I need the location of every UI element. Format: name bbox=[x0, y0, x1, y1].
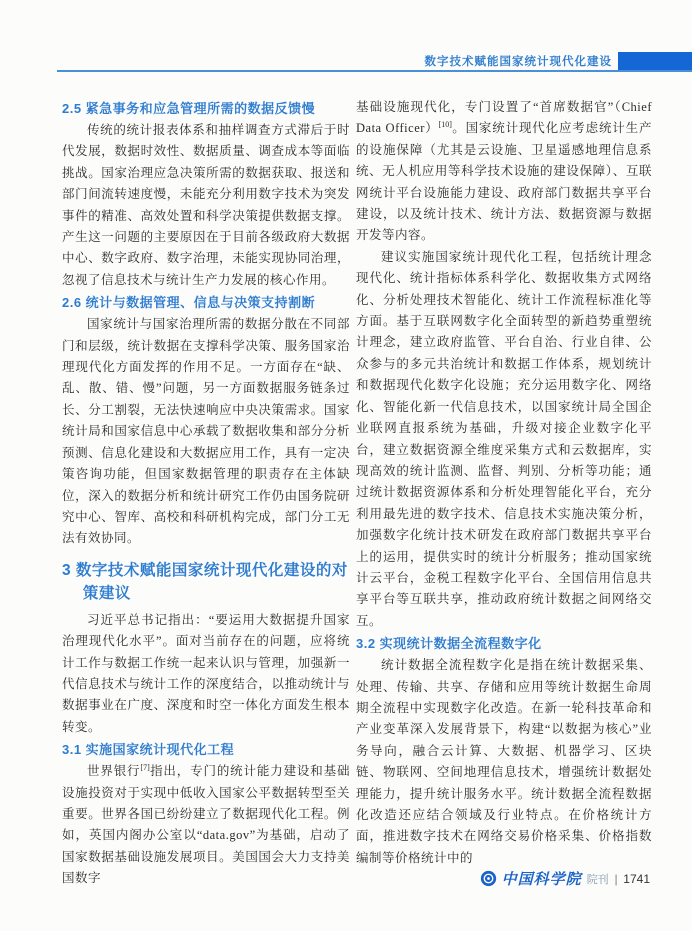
heading-3: 3 数字技术赋能国家统计现代化建设的对策建议 bbox=[62, 561, 348, 602]
cas-brand-wordmark: 中国科学院 bbox=[501, 872, 582, 888]
heading-3-2: 3.2 实现统计数据全流程数字化 bbox=[356, 636, 542, 652]
journal-label: 院刊 bbox=[586, 873, 609, 886]
cas-logo-icon bbox=[480, 870, 497, 887]
paragraph-3-1-suggestion: 建议实施国家统计现代化工程，包括统计理念现代化、统计指标体系科学化、数据收集方式网络化、分析处理技术智能化、统计工作流程标准化等方面。基于互联网数字化全面转型的新趋势重塑统计理念，建立政府监管、平台自治、行业自律、公众参与的多元共治统计和数据工作体系，规划统计和数据现代化数字化设施；充分运用数字化、网络化、智能化新一代信息技术，以国家统计局全国企业联网直报系统为基础，升级对接企业数字化平台，建立数据资源全维度采集方式和云数据库，实现高效的统计监测、监督、判别、分析等功能；通过统计数据资源体系和分析处理智能化平台，充分利用最先进的数字技术、信息技术实施决策分析，加强数字化统计技术研发在政府部门数据共享平台上的运用，提供实时的统计分析服务；推动国家统计云平台，金税工程数字化平台、全国信用信息共享平台等互联共享，推动政府统计数据之间网络交互。 bbox=[356, 249, 652, 628]
footer-divider: | bbox=[614, 870, 618, 886]
paragraph-3-1 bbox=[62, 761, 350, 889]
column-left bbox=[62, 97, 350, 890]
paragraph-3-1-text: 世界银行 bbox=[87, 764, 141, 779]
page-footer bbox=[480, 868, 650, 889]
page-number: 1741 bbox=[623, 871, 650, 886]
heading-3-1: 3.1 实施国家统计现代化工程 bbox=[62, 742, 235, 758]
header-accent-bar bbox=[618, 52, 692, 71]
paragraph-2-6: 国家统计与国家治理所需的数据分散在不同部门和层级，统计数据在支撑科学决策、服务国家治理现代化方面发挥的作用不足。一方面存在“缺、乱、散、错、慢”问题，另一方面数据服务链条过长、分工割裂，无法快速响应中央决策需求。国家统计局和国家信息中心承载了数据收集和部分分析预测、信息化建设和大数据应用工作，具有一定决策咨询功能，但国家数据管理的职责存在主体缺位，深入的数据分析和统计研究工作仍由国务院研究中心、智库、高校和科研机构完成，部门分工无法有效协同。 bbox=[62, 317, 350, 546]
paragraph-3-1-continuation bbox=[356, 97, 652, 247]
paragraph-3-1b-text: 基础设施现代化，专门设置了“首席数据官”（Chief Data Officer） bbox=[356, 100, 652, 136]
header-rule bbox=[57, 70, 692, 72]
paragraph-3: 习近平总书记指出：“要运用大数据提升国家治理现代化水平”。面对当前存在的问题，应将统计工作与数据工作统一起来认识与管理，加强新一代信息技术与统计工作的深度结合，以推动统计与数据事业在广度、深度和时空一体化方面发生根本转变。 bbox=[62, 612, 350, 734]
paragraph-3-2: 统计数据全流程数字化是指在统计数据采集、处理、传输、共享、存储和应用等统计数据生命周期全流程中实现数字化改造。在新一轮科技革命和产业变革深入发展背景下，构建“以数据为核心”业务导向，融合云计算、大数据、机器学习、区块链、物联网、空间地理信息技术，增强统计数据处理能力，提升统计服务水平。统计数据全流程数据化改造还应结合领域及行业特点。在价格统计方面，推进数字技术在网络交易价格采集、价格指数编制等价格统计中的 bbox=[356, 658, 652, 865]
paragraph-3-1b-rest: 。国家统计现代化应考虑统计生产的设施保障（尤其是云设施、卫星遥感地理信息系统、无人机应用等科学技术设施的建设保障）、互联网统计平台设施能力建设、政府部门数据共享平台建设，以及统计技术、统计方法、数据资源与数据开发等内容。 bbox=[356, 121, 652, 243]
citation-ref-7: [7] bbox=[140, 763, 150, 772]
heading-2-6: 2.6 统计与数据管理、信息与决策支持割断 bbox=[62, 295, 316, 311]
heading-2-5: 2.5 紧急事务和应急管理所需的数据反馈慢 bbox=[62, 101, 316, 116]
running-title: 数字技术赋能国家统计现代化建设 bbox=[424, 56, 612, 68]
column-right bbox=[356, 97, 652, 869]
paragraph-2-5: 传统的统计报表体系和抽样调查方式滞后于时代发展，数据时效性、数据质量、调查成本等面临挑战。国家治理应急决策所需的数据获取、报送和部门间流转速度慢，未能充分利用数字技术为突发事件的精准、高效处置和科学决策提供数据支撑。产生这一问题的主要原因在于目前各级政府大数据中心、数字政府、数字治理，未能实现协同治理，忽视了信息技术与统计生产力发展的核心作用。 bbox=[62, 123, 350, 287]
paragraph-3-1-rest: 指出，专门的统计能力建设和基础设施投资对于实现中低收入国家公平数据转型至关重要。世界各国已纷纷建立了数据现代化工程。例如，英国内阁办公室以“data.gov”为基础，启动了国家数据基础设施发展项目。美国国会大力支持美国数字 bbox=[62, 764, 350, 886]
citation-ref-10: [10] bbox=[438, 120, 452, 130]
